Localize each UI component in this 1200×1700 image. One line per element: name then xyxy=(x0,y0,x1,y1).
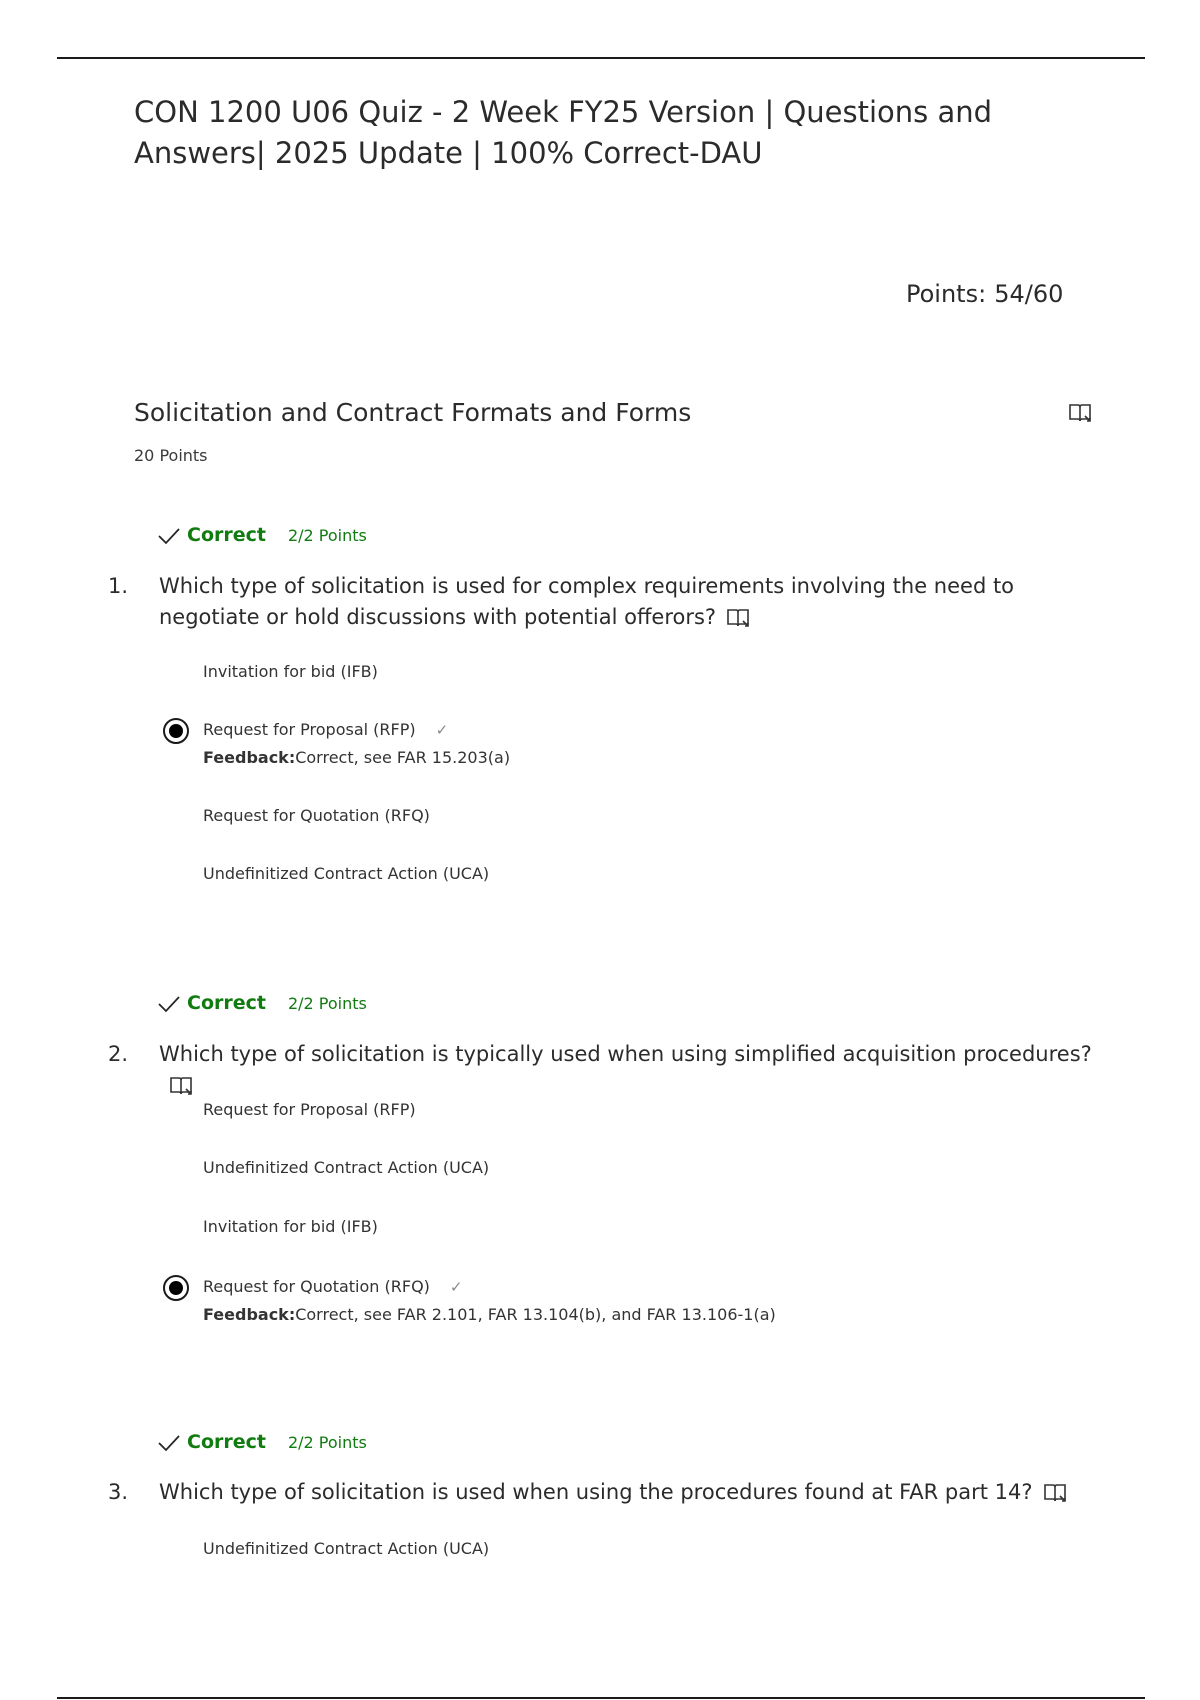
question-text xyxy=(159,1477,1109,1508)
small-check-icon: ✓ xyxy=(449,1278,463,1296)
checkmark-icon xyxy=(157,525,181,545)
immersive-reader-icon[interactable] xyxy=(726,607,750,629)
immersive-reader-icon[interactable] xyxy=(1043,1482,1067,1504)
selected-radio[interactable] xyxy=(163,1275,189,1301)
question-text xyxy=(159,1039,1109,1101)
immersive-reader-icon[interactable] xyxy=(169,1075,193,1097)
question-text-content: Which type of solicitation is typically used when using simplified acquisition procedures? xyxy=(159,1042,1092,1066)
answer-option-selected[interactable] xyxy=(203,1276,462,1298)
small-check-icon: ✓ xyxy=(435,721,449,739)
answer-option-selected[interactable] xyxy=(203,719,448,741)
question-text-content: Which type of solicitation is used when using the procedures found at FAR part 14? xyxy=(159,1480,1033,1504)
answer-option[interactable]: Invitation for bid (IFB) xyxy=(203,662,378,681)
question-text-content: Which type of solicitation is used for complex requirements involving the need to negotiate or hold discussions with potential offerors? xyxy=(159,574,1015,629)
document-title: CON 1200 U06 Quiz - 2 Week FY25 Version | Questions and Answers| 2025 Update | 100% Correct-DAU xyxy=(134,95,993,170)
answer-option[interactable]: Request for Quotation (RFQ) xyxy=(203,806,430,825)
answer-option[interactable]: Undefinitized Contract Action (UCA) xyxy=(203,864,490,883)
question-number: 3. xyxy=(108,1480,129,1504)
checkmark-icon xyxy=(157,993,181,1013)
question-score: 2/2 Points xyxy=(287,993,367,1013)
answer-option[interactable]: Invitation for bid (IFB) xyxy=(203,1217,378,1236)
feedback-text: Correct, see FAR 2.101, FAR 13.104(b), and FAR 13.106-1(a) xyxy=(295,1305,776,1324)
total-points xyxy=(906,280,1063,308)
feedback-label: Feedback: xyxy=(203,748,296,767)
answer-option[interactable]: Undefinitized Contract Action (UCA) xyxy=(203,1158,490,1177)
bottom-rule xyxy=(57,1697,1145,1699)
feedback xyxy=(203,1305,776,1324)
answer-option-label: Request for Quotation (RFQ) xyxy=(203,1277,430,1296)
selected-radio[interactable] xyxy=(163,718,189,744)
immersive-reader-icon[interactable] xyxy=(1068,402,1092,424)
question-text xyxy=(159,571,1109,633)
question-2 xyxy=(108,1039,1108,1075)
question-number: 1. xyxy=(108,574,129,598)
checkmark-icon xyxy=(157,1432,181,1452)
section-points: 20 Points xyxy=(134,446,208,465)
total-points-label: Points: xyxy=(906,280,987,308)
answer-option[interactable]: Request for Proposal (RFP) xyxy=(203,1100,416,1119)
question-2-status xyxy=(157,992,367,1014)
status-label: Correct xyxy=(187,1431,266,1453)
question-score: 2/2 Points xyxy=(287,1432,367,1452)
question-3 xyxy=(108,1477,1108,1513)
question-3-status xyxy=(157,1431,367,1453)
feedback xyxy=(203,748,510,767)
status-label: Correct xyxy=(187,992,266,1014)
total-points-value: 54/60 xyxy=(994,280,1064,308)
top-rule xyxy=(57,57,1145,59)
section-title: Solicitation and Contract Formats and Forms xyxy=(134,398,692,427)
status-label: Correct xyxy=(187,524,266,546)
question-number: 2. xyxy=(108,1042,129,1066)
feedback-text: Correct, see FAR 15.203(a) xyxy=(295,748,511,767)
feedback-label: Feedback: xyxy=(203,1305,296,1324)
question-score: 2/2 Points xyxy=(287,525,367,545)
answer-option-label: Request for Proposal (RFP) xyxy=(203,720,416,739)
answer-option[interactable]: Undefinitized Contract Action (UCA) xyxy=(203,1539,490,1558)
question-1-status xyxy=(157,524,367,546)
question-1 xyxy=(108,571,1108,637)
